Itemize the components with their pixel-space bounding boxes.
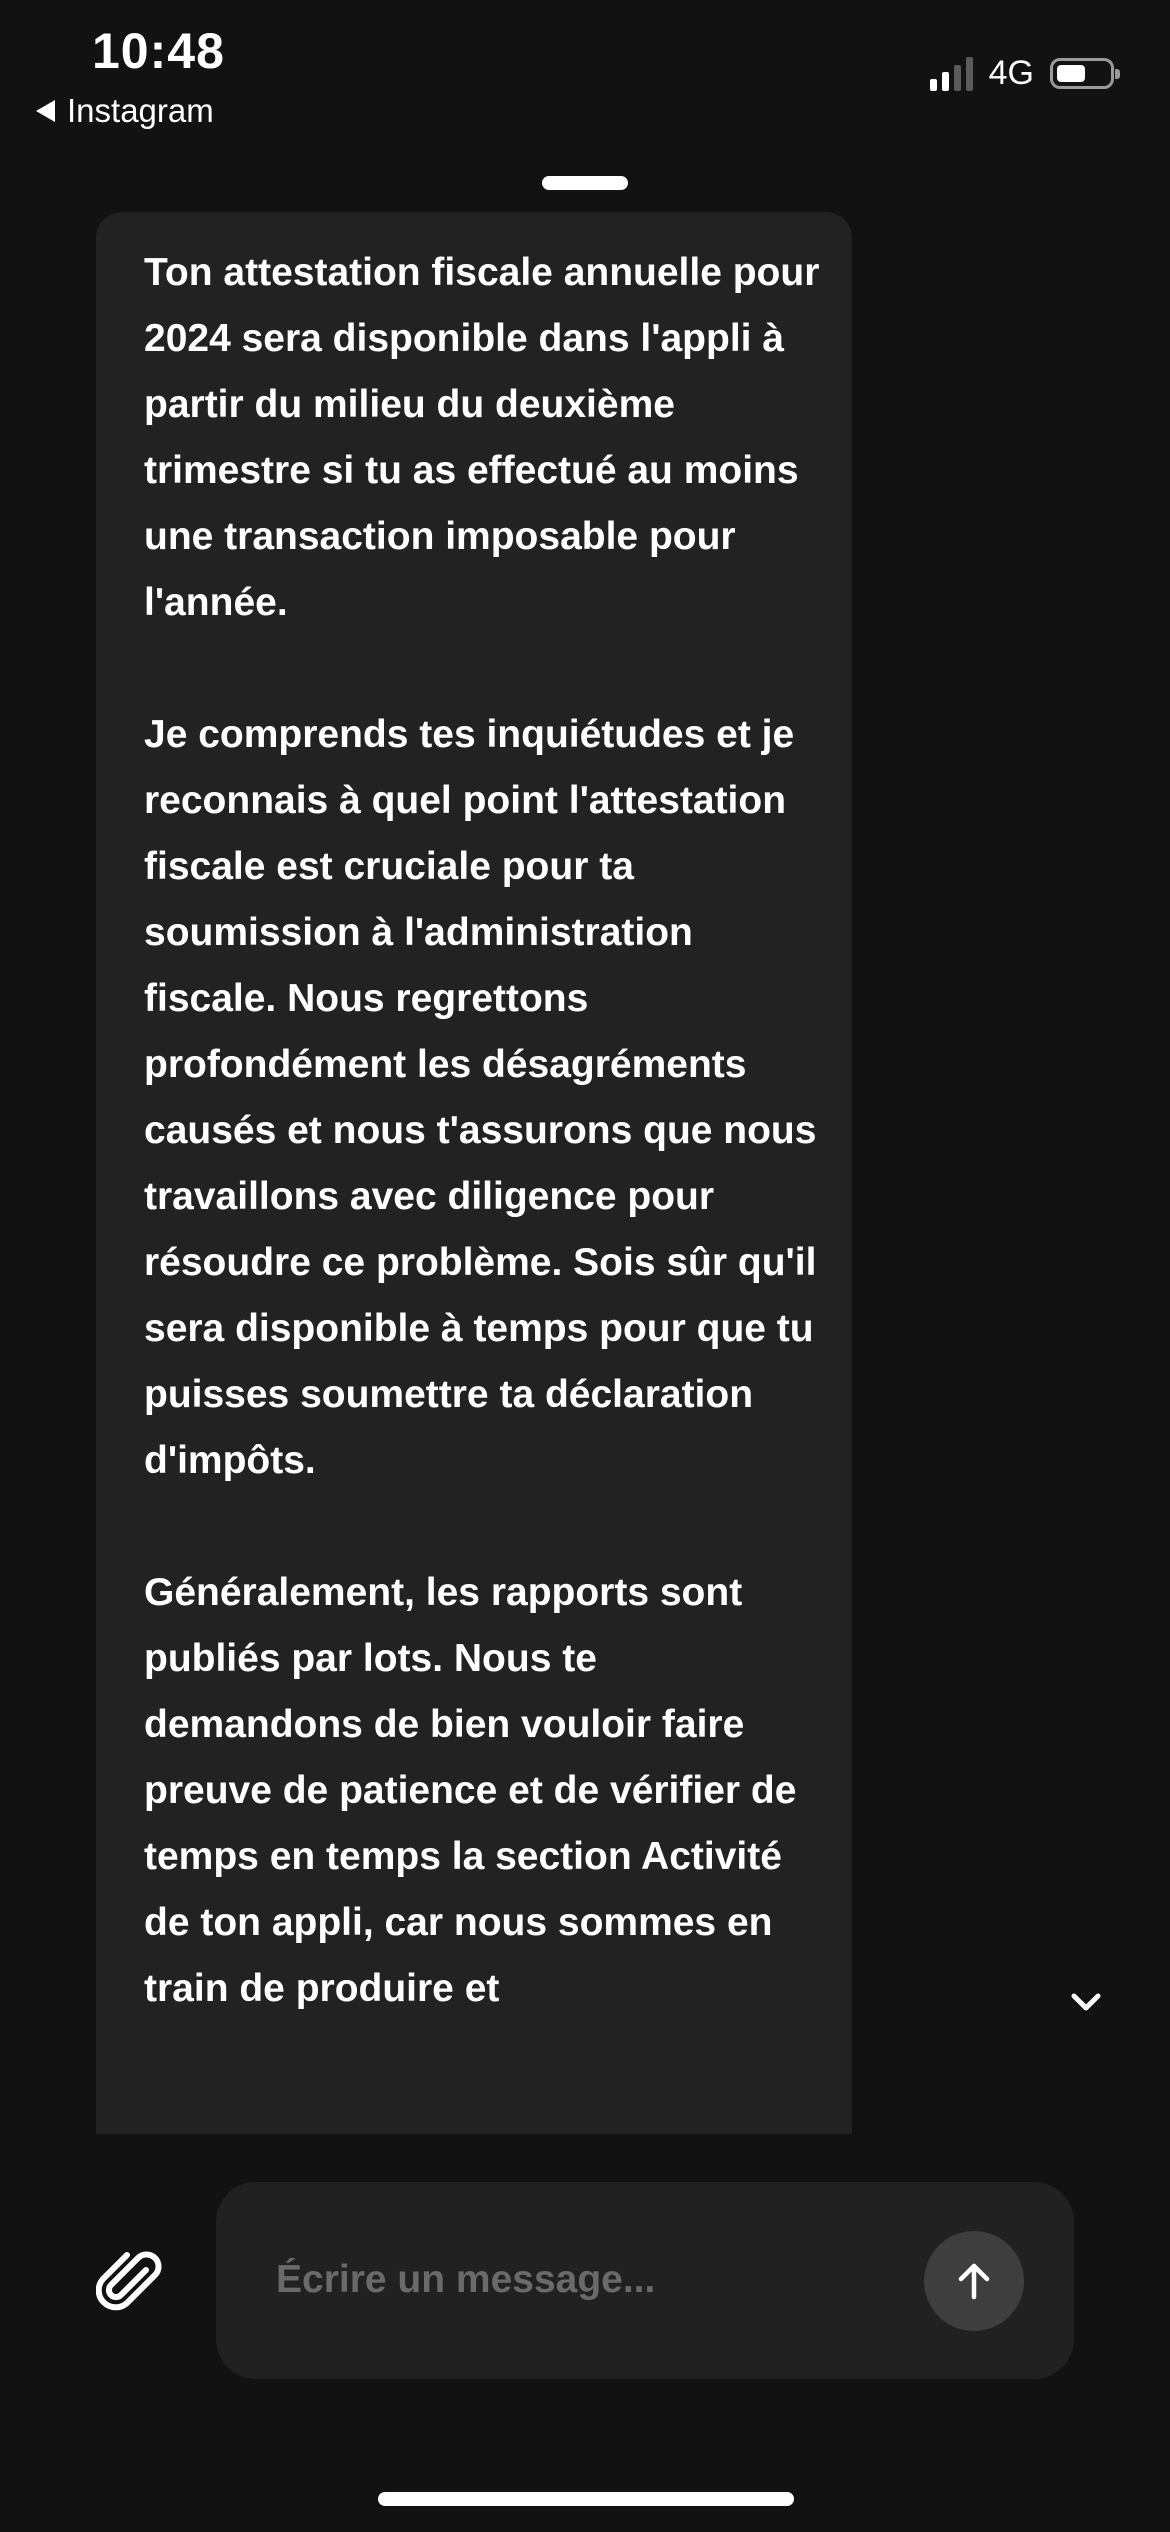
- home-indicator[interactable]: [378, 2492, 794, 2506]
- message-paragraph: Je comprends tes inquiétudes et je reconnais à quel point l'attestation fiscale est cruciale pour ta soumission à l'administration fiscale. Nous regrettons profondément les désagréments causés et nous t'assurons que nous travaillons avec diligence pour résoudre ce problème. Sois sûr qu'il sera disponible à temps pour que tu puisses soumettre ta déclaration d'impôts.: [144, 713, 817, 1482]
- cellular-signal-icon: [930, 57, 973, 91]
- battery-icon: [1050, 58, 1114, 89]
- message-bubble: [96, 212, 852, 2134]
- message-paragraph: Généralement, les rapports sont publiés par lots. Nous te demandons de bien vouloir faire preuve de patience et de vérifier de temps en temps la section Activité de ton appli, car nous sommes en train de produire et: [144, 1571, 797, 2010]
- paperclip-icon: [96, 2248, 166, 2318]
- message-text: [144, 240, 824, 2088]
- message-composer: [216, 2182, 1074, 2379]
- message-paragraph: Ton attestation fiscale annuelle pour 2024 sera disponible dans l'appli à partir du milieu du deuxième trimestre si tu as effectué au moins une transaction imposable pour l'année.: [144, 251, 820, 624]
- sheet-grabber[interactable]: [542, 176, 628, 190]
- message-input[interactable]: [276, 2246, 876, 2314]
- battery-level: [1057, 65, 1085, 82]
- scroll-to-bottom-button[interactable]: [1068, 1984, 1104, 2020]
- arrow-up-icon: [952, 2259, 996, 2303]
- back-app-label: Instagram: [67, 92, 214, 129]
- battery-tip: [1115, 69, 1120, 79]
- status-time: 10:48: [92, 23, 225, 79]
- send-button[interactable]: [924, 2231, 1024, 2331]
- network-type: 4G: [988, 54, 1034, 92]
- chevron-down-icon: [1068, 1984, 1104, 2020]
- chat-thread[interactable]: [0, 212, 1170, 2134]
- back-triangle-icon: [36, 100, 55, 122]
- attach-button[interactable]: [96, 2248, 166, 2318]
- status-indicators: [930, 54, 1114, 93]
- back-to-app-button[interactable]: [36, 92, 214, 130]
